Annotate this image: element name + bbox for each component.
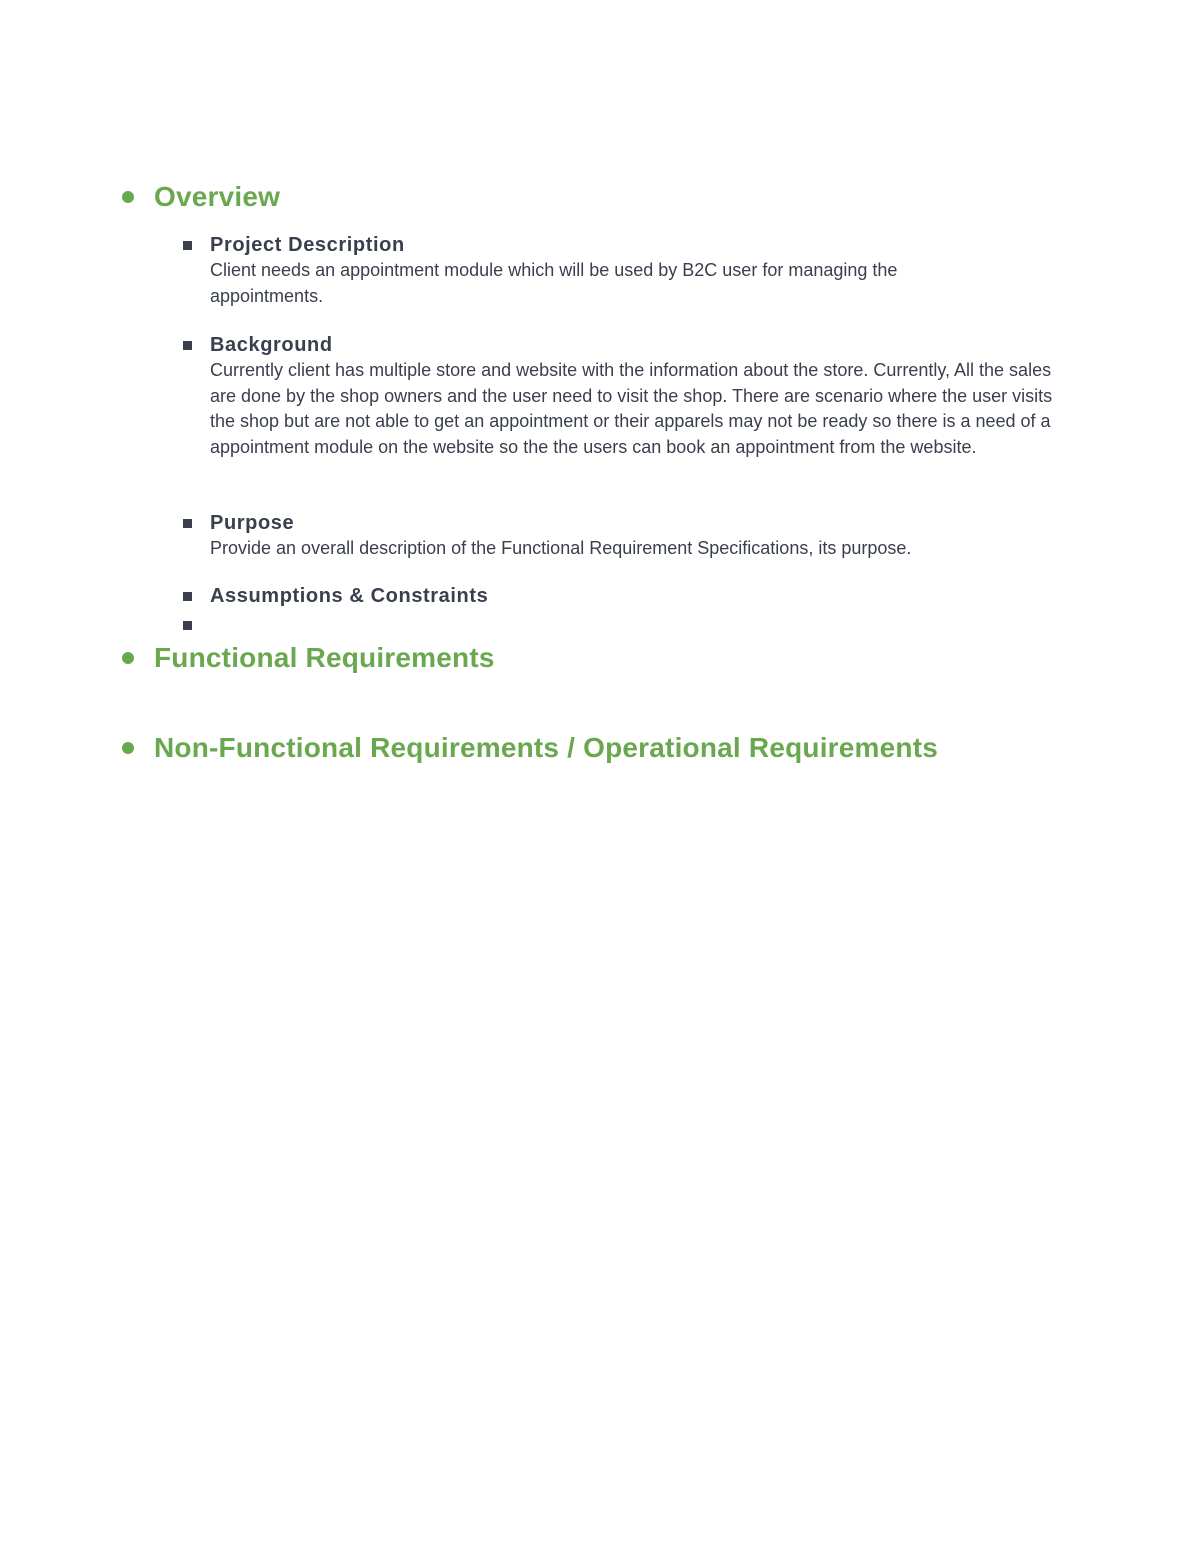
item-body [210, 583, 1063, 609]
list-item-purpose [183, 510, 1063, 562]
bullet-square-icon [183, 519, 192, 528]
bullet-dot-icon [122, 742, 134, 754]
section-non-functional-header [120, 731, 938, 765]
item-body [210, 510, 1063, 562]
bullet-dot-icon [122, 191, 134, 203]
bullet-square-icon [183, 341, 192, 350]
item-title-purpose: Purpose [210, 512, 295, 534]
section-overview [120, 180, 280, 214]
item-body [210, 332, 1063, 460]
section-non-functional-requirements [120, 731, 938, 765]
bullet-square-icon [183, 621, 192, 630]
item-title-assumptions: Assumptions & Constraints [210, 585, 489, 607]
section-functional-requirements [120, 641, 495, 675]
list-item-assumptions [183, 583, 1063, 609]
item-text-background: Currently client has multiple store and website with the information about the store. Currently, All the sales are done by the shop owners and the user need to visit the shop. There are scenario where the user visits the shop but are not able to get an appointment or their apparels may not be ready so there is a need of a appointment module on the website so the the users can book an appointment from the website. [210, 360, 1053, 457]
section-functional-header [120, 641, 495, 675]
item-title-background: Background [210, 334, 333, 356]
item-title-project-description: Project Description [210, 234, 405, 256]
item-text-purpose: Provide an overall description of the Functional Requirement Specifications, its purpose. [210, 538, 912, 558]
bullet-square-icon [183, 592, 192, 601]
bullet-square-icon [183, 241, 192, 250]
list-item-background [183, 332, 1063, 460]
section-overview-header [120, 180, 280, 214]
section-title-non-functional: Non-Functional Requirements / Operational Requirements [154, 732, 939, 763]
bullet-dot-icon [122, 652, 134, 664]
item-text-project-description: Client needs an appointment module which will be used by B2C user for managing the appointments. [210, 260, 898, 306]
section-title-overview: Overview [154, 181, 281, 212]
list-item-project-description [183, 232, 1063, 309]
section-title-functional: Functional Requirements [154, 642, 495, 673]
item-body [210, 232, 1063, 309]
